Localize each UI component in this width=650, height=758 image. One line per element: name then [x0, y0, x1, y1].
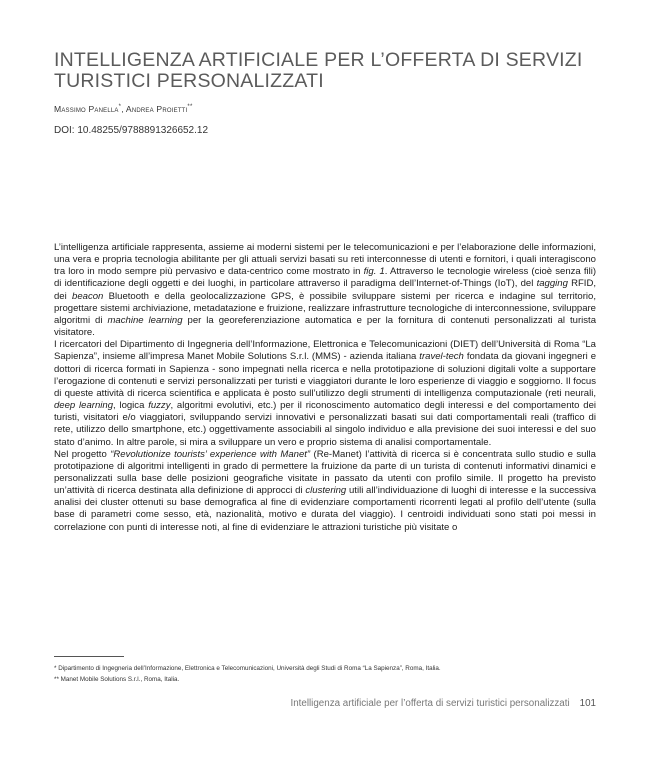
page-number: 101 — [579, 698, 596, 709]
body-paragraph: Nel progetto “Revolutionize tourists’ experience with Manet” (Re-Manet) l’attività di ricerca si è concentrata sullo studio e sulla prototipazione di algoritmi intelligenti in grado di permettere la fruizione da parte di un turista di contenuti informativi dinamici e personalizzati sulla base delle posizioni geografiche visitate in passato da utenti con profilo simile. Il progetto ha previsto un’attività di ricerca destinata alla definizione di approcci di clustering utili all’individuazione di luoghi di interesse e la successiva analisi dei cluster ottenuti su base demografica al fine di evidenziare comportamenti ricorrenti legati al profilo dell’utente (sulla base di parametri come sesso, età, nazionalità, motivo e durata del viaggio). I centroidi individuati sono stati poi messi in correlazione con punti di interesse noti, al fine di evidenziare le attrazioni turistiche più visitate o — [54, 448, 597, 533]
author-name: Andrea Proietti — [125, 104, 188, 114]
author-name: Massimo Panella — [54, 104, 119, 114]
body-paragraph: I ricercatori del Dipartimento di Ingegneria dell’Informazione, Elettronica e Telecomunicazioni (DIET) dell’Università di Roma “La Sapienza”, insieme all’impresa Manet Mobile Solutions S.r.l. (MMS) - azienda italiana travel-tech fondata da giovani ingegneri e dottori di ricerca formati in Sapienza - sono impegnati nella ricerca e nella prototipazione di soluzioni digitali volte a supportare l’erogazione di contenuti e servizi personalizzati per turisti e viaggiatori durante le loro esperienze di viaggio e soggiorno. Il focus di queste attività di ricerca scientifica e applicata è posto sull’utilizzo degli strumenti di intelligenza computazionale (reti neurali, deep learning, logica fuzzy, algoritmi evolutivi, etc.) per il riconoscimento automatico degli interessi e del comportamento dei turisti, visitatori e/o viaggiatori, sviluppando servizi innovativi e personalizzati basati sui dati comportamentali reali (traffico di rete, utilizzo dello smartphone, etc.) oggettivamente associabili al singolo individuo e alla previsione dei suoi interessi e del suo stato d’animo. In altre parole, si mira a sviluppare un vero e proprio sistema di analisi comportamentale. — [54, 339, 597, 448]
affiliation-mark: * — [118, 104, 122, 111]
footnote-divider — [54, 656, 124, 657]
article-title: INTELLIGENZA ARTIFICIALE PER L’OFFERTA DI SERVIZI TURISTICI PERSONALIZZATI — [54, 49, 583, 92]
article-body — [54, 242, 596, 534]
author-separator: , — [121, 104, 126, 114]
running-title: Intelligenza artificiale per l’offerta di servizi turistici personalizzati — [290, 698, 570, 709]
figure-reference: fig. 1 — [363, 266, 385, 278]
body-paragraph: L’intelligenza artificiale rappresenta, assieme ai moderni sistemi per le telecomunicazioni e per l’elaborazione delle informazioni, una vera e propria tecnologia abilitante per gli attuali servizi basati su reti interconnesse di utenti e fornitori, i quali interagiscono tra loro in modo sempre più pervasivo e data-centrico come mostrato in fig. 1. Attraverso le tecnologie wireless (cioè senza fili) di identificazione degli oggetti e dei luoghi, in particolare attraverso il paradigma dell’Internet-of-Things (IoT), del tagging RFID, dei beacon Bluetooth e della geolocalizzazione GPS, è possibile sviluppare sistemi per ricerca e indagine sul territorio, progettare sistemi archiviazione, metadatazione e fruizione, realizzare infrastrutture tecnologiche di interconnessione, sviluppare algoritmi di machine learning per la georeferenziazione automatica e per la fornitura di contenuti personalizzati al turista visitatore. — [54, 242, 597, 339]
footnote: ** Manet Mobile Solutions S.r.l., Roma, Italia. — [54, 676, 180, 683]
doi-line: DOI: 10.48255/9788891326652.12 — [54, 125, 209, 136]
page-footer — [54, 698, 596, 709]
footnote: * Dipartimento di Ingegneria dell’Informazione, Elettronica e Telecomunicazioni, Università degli Studi di Roma “La Sapienza”, Roma, Italia. — [54, 665, 441, 672]
author-line — [54, 104, 193, 114]
affiliation-mark: ** — [187, 104, 193, 111]
